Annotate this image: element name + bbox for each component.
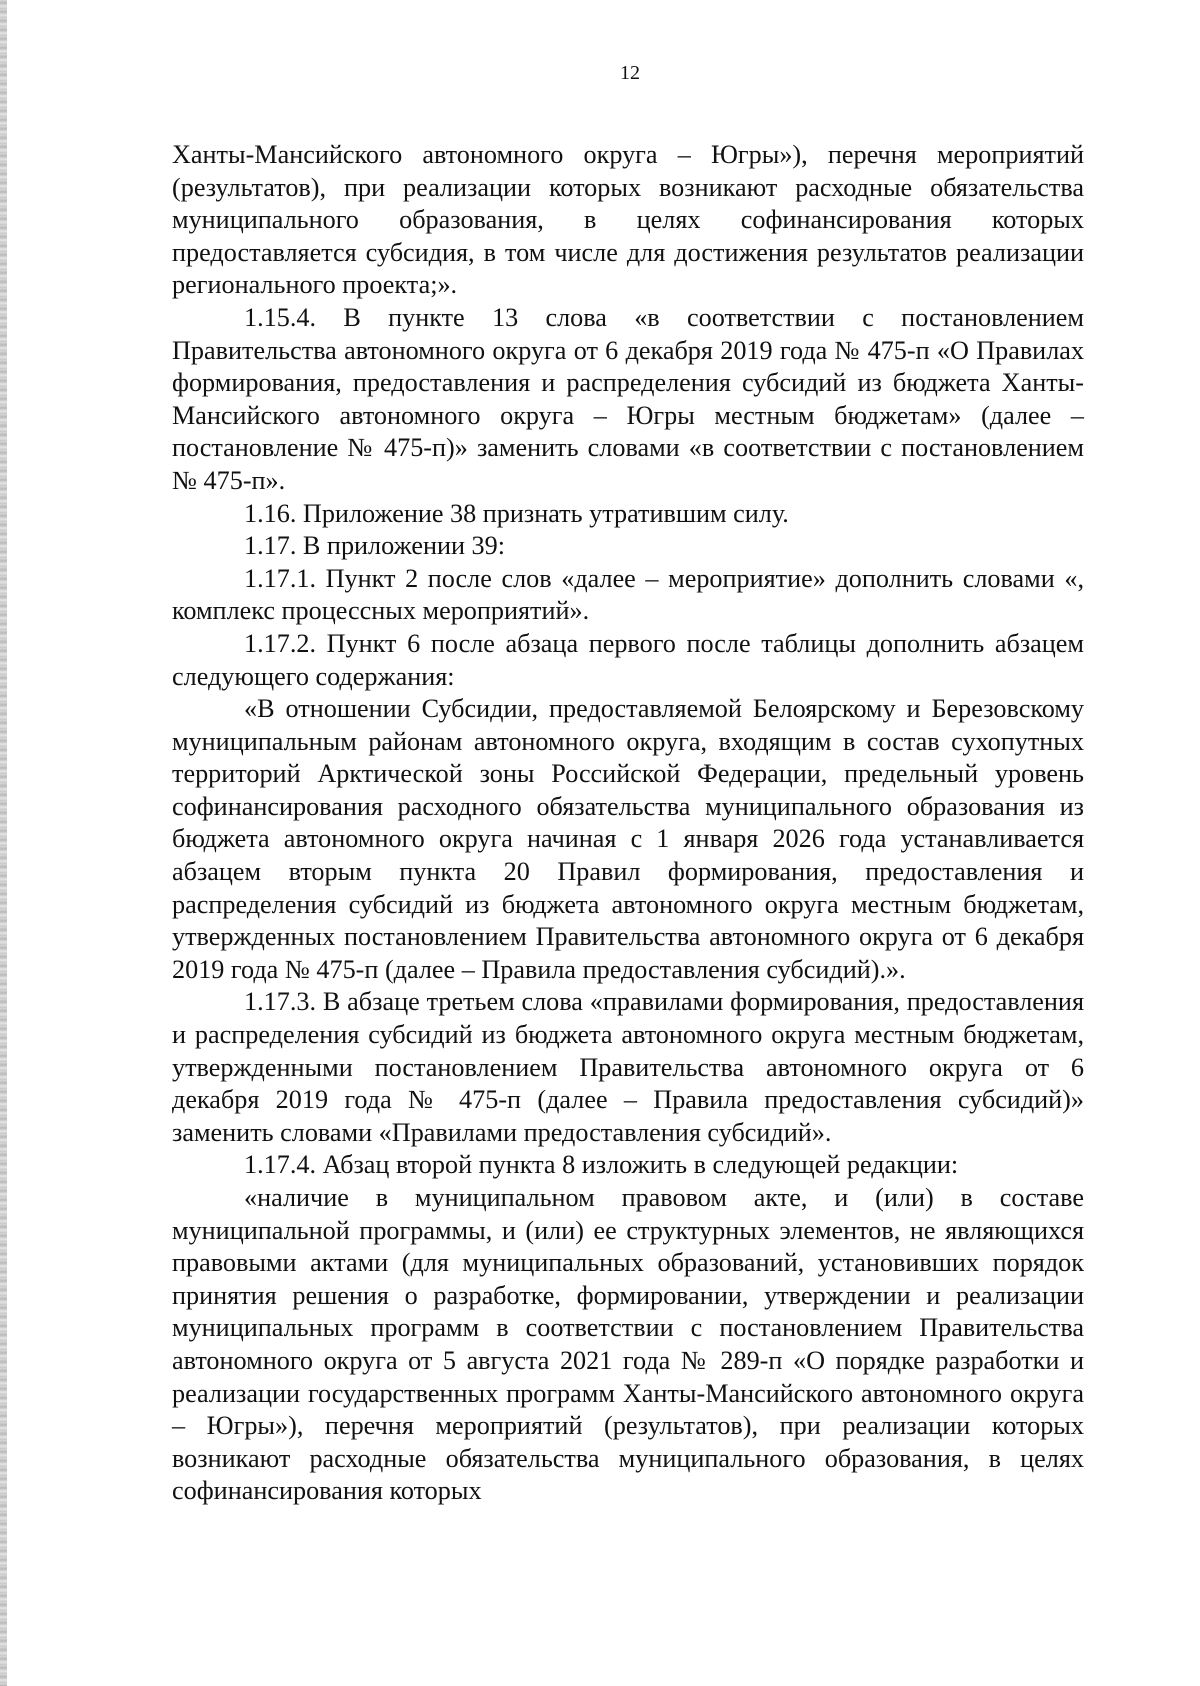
paragraph: 1.17.3. В абзаце третьем слова «правилами формирования, предоставления и распределения субсидий из бюджета автономного округа местным бюджетам, утвержденными постановлением Правительства автономного округа от 6 декабря 2019 года № 475-п (далее – Правила предоставления субсидий)» заменить словами «Правилами предоставления субсидий». (172, 987, 1084, 1147)
paragraph: Ханты-Мансийского автономного округа – Югры»), перечня мероприятий (результатов), при реализации которых возникают расходные обязательства муниципального образования, в целях софинансирования которых предоставляется субсидия, в том числе для достижения результатов реализации регионального проекта;». (172, 140, 1084, 300)
paragraph: 1.17.2. Пункт 6 после абзаца первого после таблицы дополнить абзацем следующего содержания: (172, 628, 1084, 691)
paragraph: «наличие в муниципальном правовом акте, и (или) в составе муниципальной программы, и (или) ее структурных элементов, не являющихся правовыми актами (для муниципальных образований, установивших порядок принятия решения о разработке, формировании, утверждении и реализации муниципальных программ в соответствии с постановлением Правительства автономного округа от 5 августа 2021 года № 289-п «О порядке разработки и реализации государственных программ Ханты-Мансийского автономного округа – Югры»), перечня мероприятий (результатов), при реализации которых возникают расходные обязательства муниципального образования, в целях софинансирования которых (172, 1183, 1084, 1506)
paragraph: «В отношении Субсидии, предоставляемой Белоярскому и Березовскому муниципальным районам автономного округа, входящим в состав сухопутных территорий Арктической зоны Российской Федерации, предельный уровень софинансирования расходного обязательства муниципального образования из бюджета автономного округа начиная с 1 января 2026 года устанавливается абзацем вторым пункта 20 Правил формирования, предоставления и распределения субсидий из бюджета автономного округа местным бюджетам, утвержденных постановлением Правительства автономного округа от 6 декабря 2019 года № 475-п (далее – Правила предоставления субсидий).». (172, 694, 1084, 984)
paragraph: 1.17.1. Пункт 2 после слов «далее – мероприятие» дополнить словами «, комплекс процессных мероприятий». (172, 563, 1084, 626)
page-number: 12 (620, 62, 640, 84)
paragraph: 1.15.4. В пункте 13 слова «в соответствии с постановлением Правительства автономного округа от 6 декабря 2019 года № 475-п «О Правилах формирования, предоставления и распределения субсидий из бюджета Ханты-Мансийского автономного округа – Югры местным бюджетам» (далее – постановление № 475-п)» заменить словами «в соответствии с постановлением № 475-п». (172, 302, 1084, 495)
document-body (172, 139, 1084, 1508)
paragraph: 1.16. Приложение 38 признать утратившим силу. (244, 498, 789, 528)
paragraph: 1.17. В приложении 39: (244, 531, 505, 561)
paragraph: 1.17.4. Абзац второй пункта 8 изложить в следующей редакции: (244, 1150, 959, 1180)
